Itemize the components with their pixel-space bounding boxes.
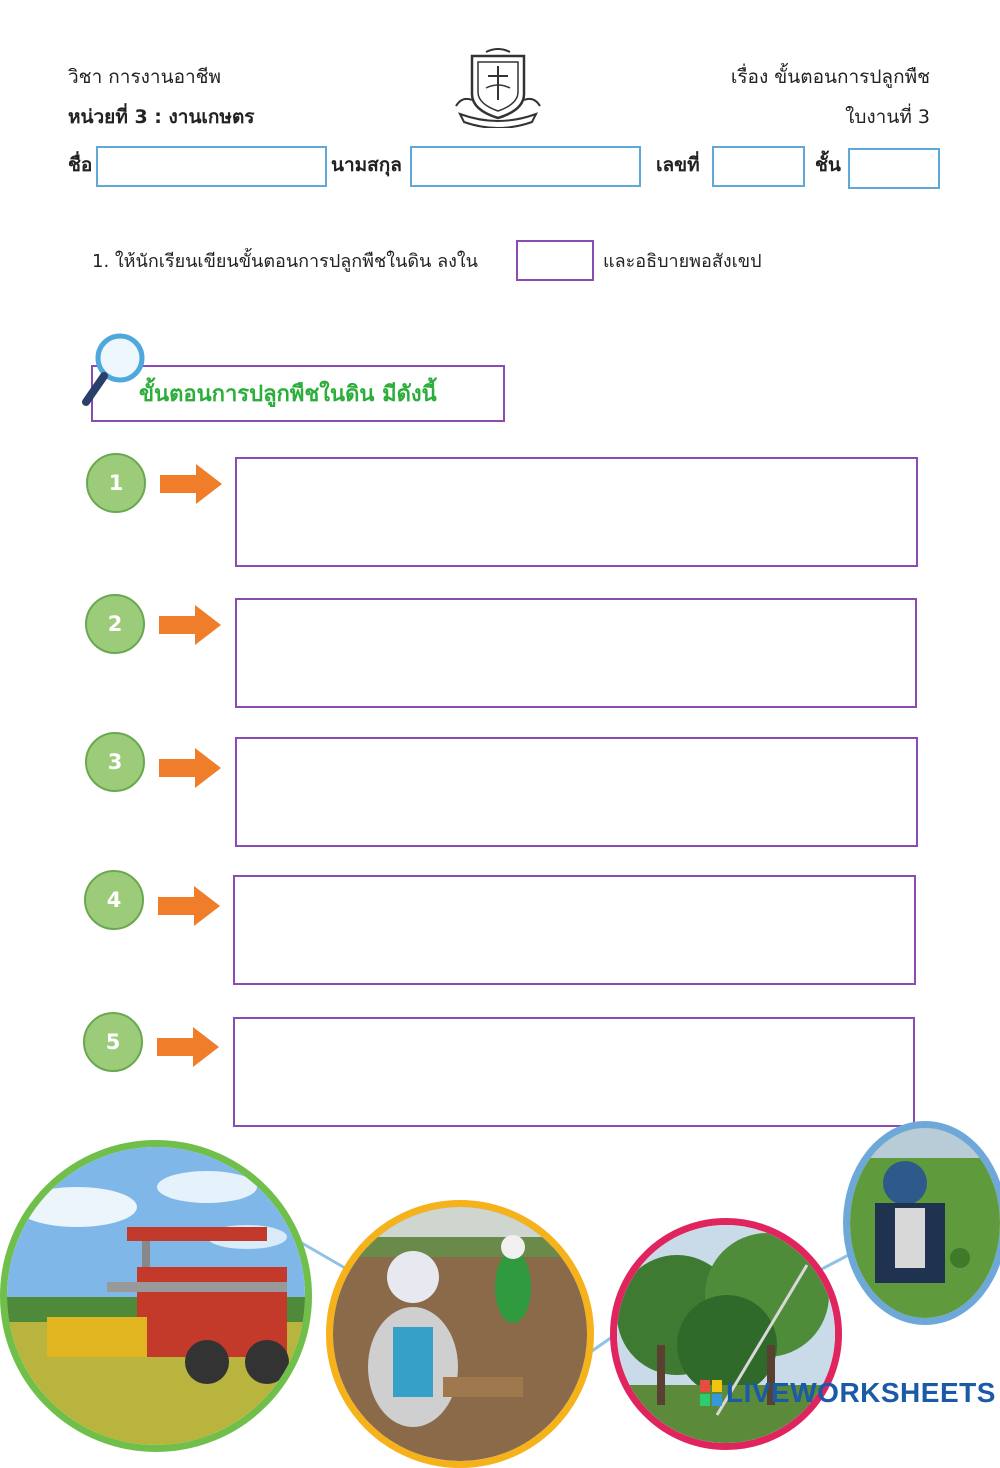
harvester-photo (0, 1140, 312, 1452)
step-number-3: 3 (85, 732, 145, 792)
instruction-suffix: และอธิบายพอสังเขป (603, 251, 762, 272)
name-label: ชื่อ (68, 154, 93, 176)
arrow-right-icon (156, 884, 222, 932)
orchard-photo (610, 1218, 842, 1450)
arrow-right-icon (155, 1025, 221, 1073)
watermark-text: LIVEWORKSHEETS (726, 1377, 996, 1408)
step-number-2: 2 (85, 594, 145, 654)
step-number-1: 1 (86, 453, 146, 513)
answer-box-2[interactable] (235, 598, 917, 708)
example-box (516, 240, 594, 281)
answer-box-5[interactable] (233, 1017, 915, 1127)
instruction-text: 1. ให้นักเรียนเขียนขั้นตอนการปลูกพืชในดิน ลงใน (92, 251, 478, 272)
unit-label: หน่วยที่ 3 : งานเกษตร (68, 106, 255, 128)
surname-field[interactable] (410, 146, 641, 187)
section-title-box (91, 365, 505, 422)
class-label: ชั้น (815, 154, 841, 176)
school-emblem-icon (452, 48, 544, 128)
liveworksheets-watermark (700, 1376, 998, 1410)
subject-label: วิชา การงานอาชีพ (68, 66, 222, 88)
arrow-right-icon (157, 603, 223, 651)
answer-box-4[interactable] (233, 875, 916, 985)
class-field[interactable] (848, 148, 940, 189)
surname-label: นามสกุล (331, 154, 402, 176)
number-field[interactable] (712, 146, 805, 187)
digging-photo (326, 1200, 594, 1468)
topic-label: เรื่อง ขั้นตอนการปลูกพืช (730, 66, 930, 88)
number-label: เลขที่ (656, 154, 700, 176)
answer-box-1[interactable] (235, 457, 918, 567)
liveworksheets-logo-icon (700, 1380, 722, 1406)
farmer-photo (843, 1121, 1000, 1325)
worksheet-label: ใบงานที่ 3 (845, 106, 930, 128)
step-number-5: 5 (83, 1012, 143, 1072)
answer-box-3[interactable] (235, 737, 918, 847)
magnifier-icon (80, 330, 150, 410)
arrow-right-icon (158, 462, 224, 510)
step-number-4: 4 (84, 870, 144, 930)
section-title: ขั้นตอนการปลูกพืชในดิน มีดังนี้ (139, 382, 437, 407)
arrow-right-icon (157, 746, 223, 794)
name-field[interactable] (96, 146, 327, 187)
